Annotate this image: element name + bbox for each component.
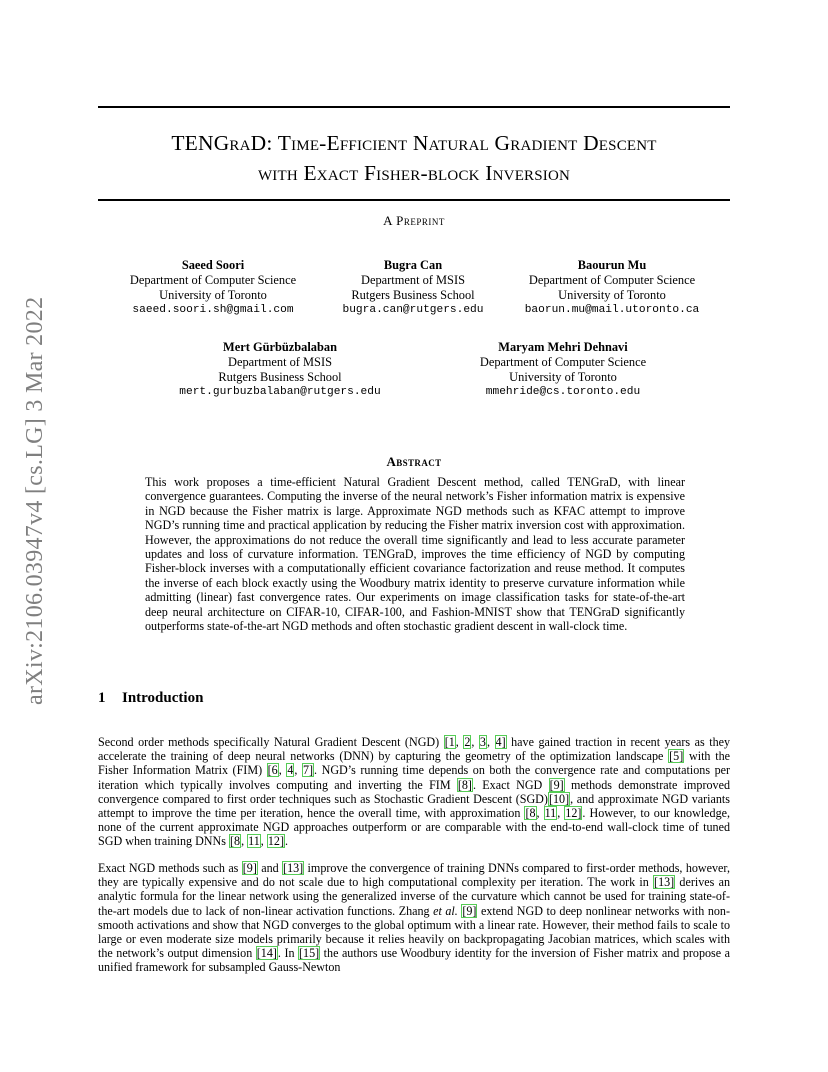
- author-email[interactable]: bugra.can@rutgers.edu: [342, 304, 484, 316]
- author-email[interactable]: mert.gurbuzbalaban@rutgers.edu: [179, 386, 381, 398]
- author-email[interactable]: saeed.soori.sh@gmail.com: [132, 304, 294, 316]
- section-number: 1: [98, 690, 106, 706]
- author-block: [113, 258, 313, 318]
- title-bottom-rule: [98, 199, 730, 201]
- citation-link[interactable]: 12]: [267, 834, 284, 849]
- author-department: Department of MSIS: [361, 273, 465, 287]
- author-institution: Rutgers Business School: [351, 288, 475, 302]
- italic-text: et al.: [433, 903, 458, 918]
- citation-link[interactable]: [9]: [242, 861, 257, 875]
- author-name: Baourun Mu: [577, 258, 647, 272]
- citation-link[interactable]: 11: [544, 806, 557, 821]
- author-block: [453, 340, 673, 400]
- top-rule: [98, 106, 730, 108]
- intro-paragraph-2: Exact NGD methods such as [9] and [13] improve the convergence of training DNNs compared to first-order methods, however, they are typically expensive and do not scale due to high computational complexity per iteration. The work in [13] derives an analytic formula for the linear network using the generalized inverse of the curvature which cannot be used for training state-of-the-art models due to lack of non-linear activation functions. Zhang et al. [9] extend NGD to deep nonlinear networks with non-smooth activations and show that NGD converges to the global optimum with a linear rate. However, their method fails to scale to large or even moderate size models primarily because it relies heavily on backpropagating Jacobian matrices, which scales with the network’s output dimension [14]. In [15] the authors use Woodbury identity for the inversion of Fisher matrix and propose a unified framework for subsampled Gauss-Newton: [98, 861, 730, 975]
- author-name: Saeed Soori: [181, 258, 245, 272]
- citation-link[interactable]: [14]: [256, 946, 277, 961]
- paper-title: [98, 128, 730, 188]
- abstract-heading: Abstract: [386, 454, 442, 469]
- citation-link[interactable]: [9]: [549, 777, 564, 792]
- abstract-text: This work proposes a time-efficient Natural Gradient Descent method, called TENGraD, with linear convergence guarantees. Computing the inverse of the neural network’s Fisher information matrix is expensive in NGD because the Fisher matrix is large. Approximate NGD methods such as KFAC attempt to improve NGD’s running time and practical application by reducing the Fisher matrix inversion cost with approximation. However, the approximations do not reduce the overall time significantly and lead to less accurate parameter updates and loss of curvature information. TENGraD, improves the time efficiency of NGD by computing Fisher-block inverses with a computationally efficient covariance factorization and reuse method. It computes the inverse of each block exactly using the Woodbury matrix identity to preserve curvature information while admitting (linear) fast convergence rates. Our experiments on image classification tasks for state-of-the-art deep neural architecture on CIFAR-10, CIFAR-100, and Fashion-MNIST show that TENGraD significantly outperforms state-of-the-art NGD methods and often stochastic gradient descent in wall-clock time.: [145, 475, 685, 634]
- preprint-label: A Preprint: [383, 213, 445, 228]
- citation-link[interactable]: 4]: [495, 735, 506, 749]
- author-institution: University of Toronto: [558, 288, 666, 302]
- intro-paragraph-1: Second order methods specifically Natural Gradient Descent (NGD) [1, 2, 3, 4] have gained traction in recent years as they accelerate the training of deep neural networks (DNN) by capturing the geometry of the optimization landscape [5] with the Fisher Information Matrix (FIM) [6, 4, 7]. NGD’s running time depends on both the convergence rate and computations per iteration which typically involves computing and inverting the FIM [8]. Exact NGD [9] methods demonstrate improved convergence compared to first order techniques such as Stochastic Gradient Descent (SGD)[10], and approximate NGD variants attempt to improve the time per iteration, hence the overall time, with approximation [8, 11, 12]. However, to our knowledge, none of the current approximate NGD approaches outperform or are comparable with the end-to-end wall-clock time of tuned SGD when training DNNs [8, 11, 12].: [98, 735, 731, 849]
- arxiv-identifier: arXiv:2106.03947v4 [cs.LG] 3 Mar 2022: [22, 296, 48, 705]
- citation-link[interactable]: [5]: [669, 749, 684, 764]
- author-department: Department of Computer Science: [129, 273, 297, 287]
- citation-link[interactable]: [10]: [548, 791, 570, 806]
- citation-link[interactable]: 11: [248, 834, 260, 849]
- citation-link[interactable]: [13]: [283, 861, 304, 875]
- author-institution: University of Toronto: [509, 370, 617, 384]
- citation-link[interactable]: [15]: [299, 946, 320, 961]
- section-heading: [98, 690, 203, 707]
- author-name: Mert Gürbüzbalaban: [223, 340, 337, 354]
- author-block: [512, 258, 712, 318]
- citation-link[interactable]: [8: [525, 806, 536, 821]
- author-institution: University of Toronto: [159, 288, 267, 302]
- author-department: Department of Computer Science: [479, 355, 647, 369]
- author-name: Maryam Mehri Dehnavi: [498, 340, 628, 354]
- citation-link[interactable]: [6: [267, 763, 278, 778]
- citation-link[interactable]: [8]: [457, 777, 472, 792]
- citation-link[interactable]: [9]: [462, 903, 477, 918]
- citation-link[interactable]: 12]: [565, 806, 582, 821]
- title-line-1: TENGraD: Time-Efficient Natural Gradient Descent: [171, 131, 657, 155]
- author-department: Department of MSIS: [228, 355, 332, 369]
- author-email[interactable]: baorun.mu@mail.utoronto.ca: [524, 304, 700, 316]
- section-title: Introduction: [122, 690, 204, 706]
- title-line-2: with Exact Fisher-block Inversion: [257, 161, 571, 185]
- citation-link[interactable]: [1: [444, 735, 455, 749]
- author-name: Bugra Can: [383, 258, 443, 272]
- author-institution: Rutgers Business School: [218, 370, 342, 384]
- citation-link[interactable]: 3: [479, 735, 486, 749]
- author-block: [170, 340, 390, 400]
- author-email[interactable]: mmehride@cs.toronto.edu: [485, 386, 641, 398]
- citation-link[interactable]: [13]: [654, 875, 675, 890]
- citation-link[interactable]: 7]: [302, 763, 314, 778]
- citation-link[interactable]: 4: [287, 763, 294, 778]
- citation-link[interactable]: [8: [230, 834, 241, 849]
- author-department: Department of Computer Science: [528, 273, 696, 287]
- author-block: [313, 258, 513, 318]
- citation-link[interactable]: 2: [464, 735, 471, 749]
